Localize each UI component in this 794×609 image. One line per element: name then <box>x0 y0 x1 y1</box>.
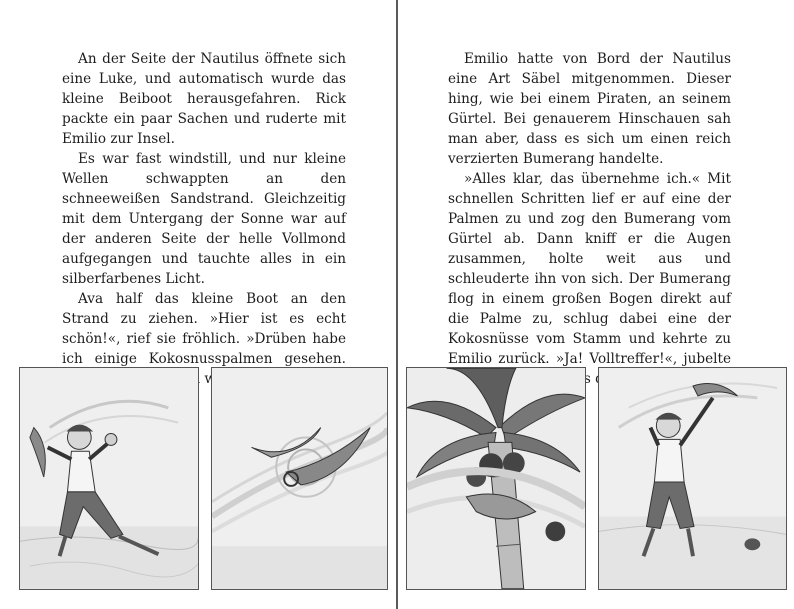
boomerang-flight-illustration <box>212 368 387 589</box>
left-page-text <box>62 49 346 389</box>
right-page-text <box>448 49 731 389</box>
right-page <box>398 0 794 609</box>
boy-catching-illustration <box>599 368 786 589</box>
paragraph: An der Seite der Nautilus öffnete sich eine Luke, und automatisch wurde das kleine Beiboot herausgefahren. Rick packte ein paar Sachen und ruderte mit Emilio zur Insel. <box>62 51 346 147</box>
paragraph: »Alles klar, das übernehme ich.« Mit schnellen Schritten lief er auf eine der Palmen zu und zog den Bumerang vom Gürtel ab. Dann kniff er die Augen zusammen, holte weit aus und schleuderte ihn von sich. Der Bumerang flog in einem großen Bogen direkt auf die Palme zu, schlug dabei eine der Kokosnüsse vom Stamm und kehrte zu Emilio zurück. »Ja! Volltreffer!«, jubelte <box>448 171 731 367</box>
comic-panel-catch <box>598 367 787 590</box>
comic-panel-boomerang-flight <box>211 367 388 590</box>
comic-panel-throw <box>19 367 199 590</box>
palm-tree-illustration <box>407 368 585 589</box>
paragraph: Emilio hatte von Bord der Nautilus eine Art Säbel mitgenommen. Dieser hing, wie bei einem Piraten, an seinem Gürtel. Bei genauerem Hinschauen sah man aber, dass es sich um einen reich verzierten Bumerang handelte. <box>448 51 731 167</box>
paragraph: Es war fast windstill, und nur kleine Wellen schwappten an den schneeweißen Sandstrand. Gleichzeitig mit dem Untergang der Sonne war auf der anderen Seite der helle Vollmond aufgegangen und tauchte alles in ein silberfarbenes Licht. <box>62 151 346 287</box>
boy-throwing-illustration <box>20 368 198 589</box>
comic-panel-palm-hit <box>406 367 586 590</box>
paragraph: Ava half das kleine Boot an den Strand zu ziehen. »Hier ist es echt schön!«, rief sie fröhlich. »Drüben habe ich einige Kokosnusspalmen gesehen. <box>62 291 346 367</box>
